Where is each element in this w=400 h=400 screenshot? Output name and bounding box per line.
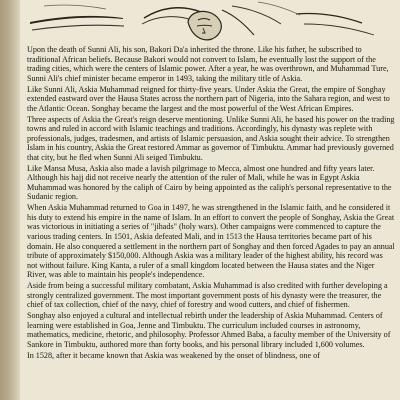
paragraph: When Askia Muhammad returned to Goa in 1497, he was strengthened in the Islamic faith, and he considered it his duty to extend his empire in the name of Islam. In an effort to convert the people of Songhay, Askia the Great was victorious in initiating a series of "jihads" (holy wars). Other campaigns were commenced to capture the various trading centers. In 1501, Askia defeated Mali, and in 1513 the Hausa territories became part of his domain. He also conquered a settlement in the northern part of Songhay and then forced Agades to pay an annual tribute of approximately $150,000. Although Askia was a military leader of the highest ability, his record was not without failure. King Kanta, a ruler of a small kingdom located between the Hausa states and the Niger River, was able to maintain his people's independence. [27, 203, 395, 280]
paragraph: Like Mansa Musa, Askia also made a lavish pilgrimage to Mecca, almost one hundred and fifty years later. Although his hajj did not receive nearly the attention of the ruler of Mali, while he was in Egypt Askia Muhammad was honored by the caliph of Cairo by being appointed as the caliph's personal representative to the Sudanic region. [27, 163, 392, 202]
paragraph: Aside from being a successful military combatant, Askia Muhammad is also credited with further developing a strongly centralized government. The most important government posts of his dynasty were the treasurer, the chief of tax collection, chief of the navy, chief of forestry and wood cutters, and chief of fishermen. [27, 281, 388, 310]
paragraph: In 1528, after it became known that Askia was weakened by the onset of blindness, one of [27, 350, 320, 360]
article-body [27, 45, 395, 362]
page-left-border [0, 0, 20, 400]
paragraph: Upon the death of Sunni Ali, his son, Bakori Da'a inherited the throne. Like his father, he subscribed to traditional African beliefs. Because Bakori would not convert to Islam, he eventually lost the support of the trading cities, which were the centers of Islamic power. After a year, he was overthrown, and Muhammad Ture, Sunni Ali's chief minister became emperor in 1493, taking the military title of Askia. [27, 45, 389, 83]
illustration-portrait-fragment-icon [22, 0, 398, 42]
paragraph: Three aspects of Askia the Great's reign deserve mentioning. Unlike Sunni Ali, he based his power on the trading towns and ruled in accord with Islamic teachings and traditions. Accordingly, his dynasty was replete with professionals, judges, tradesmen, and artists of Islamic persuasion, and Askia sought their advice. To strengthen Islam in his country, Askia the Great restored Ammar as governor of Timbuktu. Ammar had previously governed that city, but he fled when Sunni Ali seiged Timbuktu. [27, 114, 395, 162]
paragraph: Like Sunni Ali, Askia Muhammad reigned for thirty-five years. Under Askia the Great, the empire of Songhay extended eastward over the Hausa States across the northern part of Nigeria, into the Sahara region, and west to the Atlantic Ocean. Songhay became the largest and the most powerful of the West African Empires. [27, 84, 390, 113]
header-illustration [22, 0, 398, 42]
paragraph: Songhay also enjoyed a cultural and intellectual rebirth under the leadership of Askia Muhammad. Centers of learning were established in Goa, Jenne and Timbuktu. The curriculum included courses in astronomy, mathematics, medicine, rhetoric, and philosophy. Professor Ahmed Baba, a faculty member of the University of Sankore in Timbuktu, authored more than forty books, and his personal library included 1,600 volumes. [27, 311, 391, 349]
